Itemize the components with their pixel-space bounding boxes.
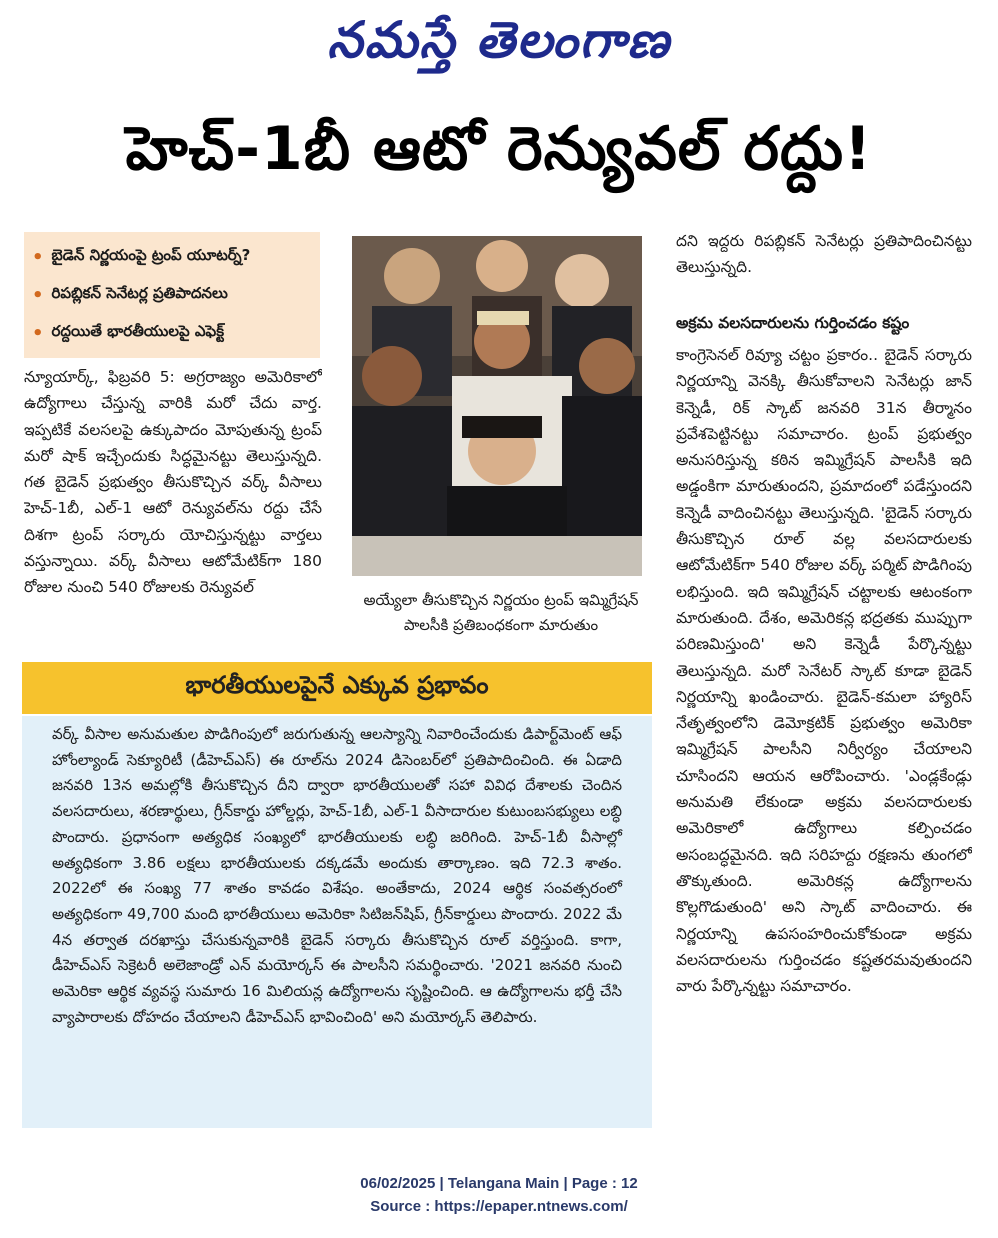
masthead-title: నమస్తే తెలంగాణ [327,10,671,69]
headline-text: హెచ్-1బీ ఆటో రెన్యువల్ రద్దు! [125,114,873,184]
masthead [0,6,998,86]
right-body-text: కాంగ్రెసెనల్ రివ్యూ చట్టం ప్రకారం.. బైడెన్ సర్కారు నిర్ణయాన్ని వెనక్కి తీసుకోవాలని సెనేటర్లు జాన్ కెన్నెడీ, రిక్ స్కాట్ జనవరి 31న తీర్మానం ప్రవేశపెట్టినట్టు సమాచారం. ట్రంప్ ప్రభుత్వం అనుసరిస్తున్న కఠిన ఇమ్మిగ్రేషన్ పాలసీకి ఇది అడ్డంకిగా మారుతుందని, ప్రమాదంలో పడేస్తుందని కెన్నెడీ వాదించినట్టు తెలుస్తున్నది. 'బైడెన్ సర్కారు తీసుకొచ్చిన రూల్ వల్ల వలసదారులకు ఆటోమేటిక్‌గా 540 రోజుల వర్క్ పర్మిట్ పొడిగింపు లభిస్తుంది. ఇది ఇమ్మిగ్రేషన్ చట్టాలకు ఆటంకంగా మారుతుంది. దేశం, అమెరికన్ల భద్రతకు ముప్పుగా పరిణమిస్తుంది' అని కెన్నెడీ పేర్కొన్నట్టు తెలుస్తున్నది. మరో సెనేటర్ స్కాట్ కూడా బైడెన్ నిర్ణయాన్ని ఖండించారు. బైడెన్-కమలా హ్యారిస్ నేతృత్వంలోని డెమోక్రటిక్ ప్రభుత్వం అమెరికా ఇమ్మిగ్రేషన్ పాలసీని నిర్వీర్యం చేయాలని చూసిందని ఆయన ఆరోపించారు. 'ఎండ్లకేండ్లు అనుమతి లేకుండా అక్రమ వలసదారులకు అమెరికాలో ఉద్యోగాలు కల్పించడం అసంబద్ధమైనది. ఇది సరిహద్దు రక్షణను తుంగలో తొక్కుతుంది. అమెరికన్ల ఉద్యోగాలను కొల్లగొడుతుంది' అని స్కాట్ వాదించారు. ఈ నిర్ణయాన్ని ఉపసంహరించుకోకుండా అక్రమ వలసదారులను గుర్తించడం కష్టతరమవుతుందని వారు పేర్కొన్నట్టు సమాచారం. [676,346,972,996]
page-footer [0,1172,998,1218]
students-photo-illustration [352,236,642,576]
photo-caption-text: అయ్యేలా తీసుకొచ్చిన నిర్ణయం ట్రంప్ ఇమ్మిగ్రేషన్ పాలసీకి ప్రతిబంధకంగా మారుతుం [363,591,639,634]
right-column-heading: అక్రమ వలసదారులను గుర్తించడం కష్టం [676,314,910,332]
subhead-text: భారతీయులపైనే ఎక్కువ ప్రభావం [185,671,489,699]
left-column-text: న్యూయార్క్, ఫిబ్రవరి 5: అగ్రరాజ్యం అమెరికాలో ఉద్యోగాలు చేస్తున్న వారికి మరో చేదు వార్త. ఇప్పటికే వలసలపై ఉక్కుపాదం మోపుతున్న ట్రంప్ మరో షాక్ ఇచ్చేందుకు సిద్ధమైనట్టు తెలుస్తున్నది. గత బైడెన్ ప్రభుత్వం తీసుకొచ్చిన వర్క్ వీసాలు హెచ్-1బీ, ఎల్-1 ఆటో రెన్యువల్‌ను రద్దు చేసే దిశగా ట్రంప్ సర్కారు యోచిస్తున్నట్టు వార్తలు వస్తున్నాయి. వర్క్ వీసాలు ఆటోమేటిక్‌గా 180 రోజుల నుంచి 540 రోజులకు రెన్యువల్ [24,368,322,597]
article-left-column [24,364,322,654]
right-column-top [676,228,972,281]
footer-source-link[interactable]: Source : https://epaper.ntnews.com/ [370,1198,628,1215]
bullet-text: బైడెన్ నిర్ణయంపై ట్రంప్ యూటర్న్? [51,246,251,264]
headline [0,96,998,216]
students-photo [352,236,642,576]
highlight-box-text: వర్క్ వీసాల అనుమతుల పొడిగింపులో జరుగుతున్న ఆలస్యాన్ని నివారించేందుకు డిపార్ట్‌మెంట్ ఆఫ్ హోంల్యాండ్ సెక్యూరిటీ (డీహెచ్ఎస్) ఈ రూల్‌ను 2024 డిసెంబర్‌లో ప్రతిపాదించింది. ఈ ఏడాది జనవరి 13న అమల్లోకి తీసుకొచ్చిన దీని ద్వారా భారతీయులతో సహా వివిధ దేశాలకు చెందిన వలసదారులు, శరణార్థులు, గ్రీన్‌కార్డు హోల్డర్లు, హెచ్-1బీ, ఎల్-1 వీసాదారుల కుటుంబసభ్యులు లబ్ధి పొందారు. ప్రధానంగా అత్యధిక సంఖ్యలో భారతీయులకు లబ్ధి జరిగింది. హెచ్-1బీ వీసాల్లో అత్యధికంగా 3.86 లక్షలు భారతీయులకు దక్కడమే అందుకు తార్కాణం. ఇది 72.3 శాతం. 2022లో ఈ సంఖ్య 77 శాతం కావడం విశేషం. అంతేకాదు, 2024 ఆర్థిక సంవత్సరంలో అత్యధికంగా 49,700 మంది భారతీయులు అమెరికా సిటిజన్‌షిప్, గ్రీన్‌కార్డులు పొందారు. 2022 మే 4న తర్వాత దరఖాస్తు చేసుకున్నవారికి బైడెన్ సర్కారు తీసుకొచ్చిన రూల్ వర్తిస్తుంది. కాగా, డీహెచ్ఎస్ సెక్రెటరీ అలెజాండ్రో ఎన్ మయోర్కస్ ఈ పాలసీని సమర్థించారు. '2021 జనవరి నుంచి అమెరికా ఆర్థిక వ్యవస్థ సుమారు 16 మిలియన్ల ఉద్యోగాలను సృష్టించింది. ఆ ఉద్యోగాలను భర్తీ చేసి వ్యాపారాలకు దోహదం చేయాలని డీహెచ్ఎస్ భావించింది' అని మయోర్కస్ తెలిపారు. [52,725,622,1026]
bullet-text: రద్దయితే భారతీయులపై ఎఫెక్ట్ [51,322,225,340]
photo-caption [346,588,656,638]
bullet-icon: • [32,284,44,306]
bullet-icon: • [32,246,44,268]
footer-date-line: 06/02/2025 | Telangana Main | Page : 12 [360,1175,638,1192]
bullet-box [24,232,320,358]
highlight-box [22,716,652,1128]
subhead-banner [22,662,652,714]
right-column-body [676,342,972,1142]
bullet-text: రిపబ్లికన్ సెనేటర్ల ప్రతిపాదనలు [51,284,228,302]
bullet-icon: • [32,322,44,344]
bullet-item [32,276,312,314]
bullet-item [32,314,312,352]
bullet-item [32,238,312,276]
right-top-text: దని ఇద్దరు రిపబ్లికన్ సెనేటర్లు ప్రతిపాదించినట్టు తెలుస్తున్నది. [676,232,972,277]
